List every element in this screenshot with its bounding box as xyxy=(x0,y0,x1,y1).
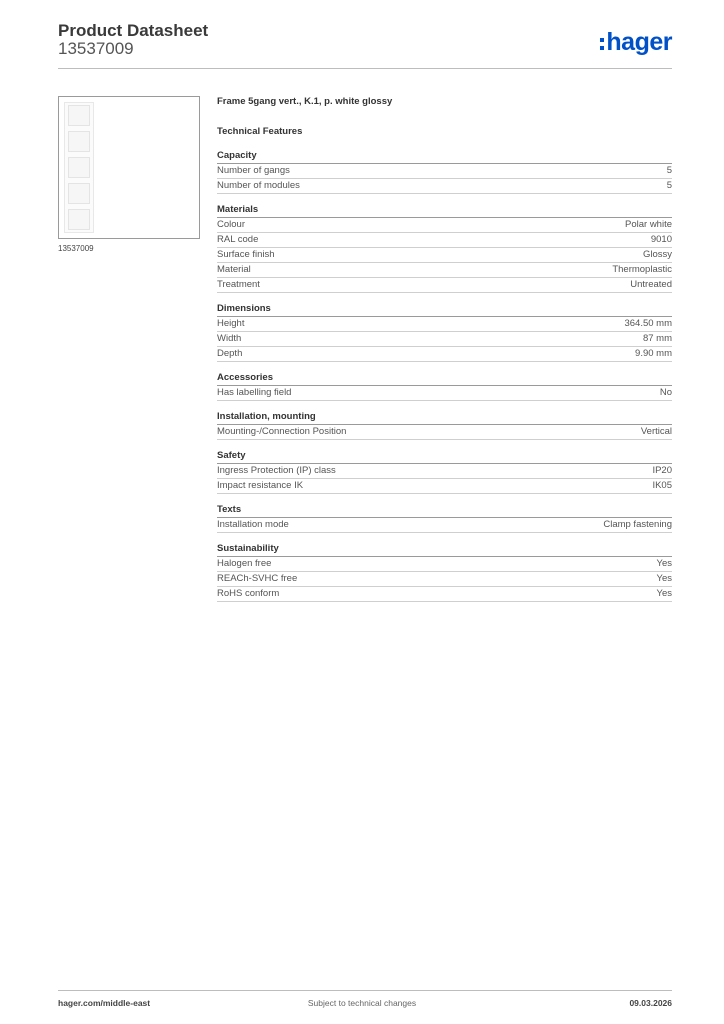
hager-logo xyxy=(600,27,672,57)
spec-label: Number of modules xyxy=(217,180,300,191)
image-caption: 13537009 xyxy=(58,244,94,253)
frame-cell xyxy=(68,157,90,178)
spec-row xyxy=(217,179,672,194)
spec-label: Impact resistance IK xyxy=(217,480,304,491)
spec-row xyxy=(217,386,672,401)
spec-label: Has labelling field xyxy=(217,387,292,398)
frame-illustration xyxy=(64,102,94,233)
spec-label: Number of gangs xyxy=(217,165,290,176)
spec-value: Thermoplastic xyxy=(612,264,672,275)
spec-section xyxy=(217,450,672,494)
spec-section xyxy=(217,303,672,362)
spec-label: Halogen free xyxy=(217,558,272,569)
spec-label: Material xyxy=(217,264,251,275)
spec-value: Polar white xyxy=(625,219,672,230)
header-divider xyxy=(58,68,672,69)
section-title: Dimensions xyxy=(217,303,672,317)
spec-value: Yes xyxy=(656,558,672,569)
spec-row xyxy=(217,425,672,440)
spec-section xyxy=(217,372,672,401)
spec-label: REACh-SVHC free xyxy=(217,573,298,584)
spec-label: Surface finish xyxy=(217,249,275,260)
spec-row xyxy=(217,263,672,278)
product-name: Frame 5gang vert., K.1, p. white glossy xyxy=(217,96,393,107)
spec-value: 5 xyxy=(666,165,672,176)
spec-value: 5 xyxy=(666,180,672,191)
spec-value: IK05 xyxy=(652,480,672,491)
spec-row xyxy=(217,479,672,494)
spec-value: Clamp fastening xyxy=(603,519,672,530)
spec-label: Colour xyxy=(217,219,245,230)
frame-cell xyxy=(68,209,90,230)
technical-features-heading: Technical Features xyxy=(217,126,303,137)
frame-cell xyxy=(68,131,90,152)
spec-row xyxy=(217,572,672,587)
footer-date: 09.03.2026 xyxy=(629,998,672,1008)
spec-value: Yes xyxy=(656,573,672,584)
spec-value: Yes xyxy=(656,588,672,599)
footer-website: hager.com/middle-east xyxy=(58,998,151,1008)
logo-dots-icon xyxy=(600,38,604,50)
spec-row xyxy=(217,317,672,332)
spec-label: Depth xyxy=(217,348,243,359)
spec-label: RoHS conform xyxy=(217,588,280,599)
section-title: Installation, mounting xyxy=(217,411,672,425)
footer-notice: Subject to technical changes xyxy=(307,998,417,1008)
spec-value: Vertical xyxy=(640,426,672,437)
spec-label: Height xyxy=(217,318,245,329)
spec-section xyxy=(217,204,672,293)
spec-label: RAL code xyxy=(217,234,259,245)
spec-section xyxy=(217,150,672,194)
footer-divider xyxy=(58,990,672,991)
spec-row xyxy=(217,332,672,347)
spec-row xyxy=(217,164,672,179)
spec-row xyxy=(217,347,672,362)
spec-row xyxy=(217,218,672,233)
spec-value: Untreated xyxy=(630,279,672,290)
frame-cell xyxy=(68,105,90,126)
spec-row xyxy=(217,557,672,572)
spec-label: Installation mode xyxy=(217,519,289,530)
page-title: Product Datasheet xyxy=(58,21,209,40)
spec-row xyxy=(217,278,672,293)
spec-value: 87 mm xyxy=(642,333,672,344)
spec-label: Treatment xyxy=(217,279,260,290)
spec-value: IP20 xyxy=(652,465,672,476)
product-image xyxy=(58,96,200,239)
spec-value: 9010 xyxy=(650,234,672,245)
section-title: Capacity xyxy=(217,150,672,164)
spec-label: Mounting-/Connection Position xyxy=(217,426,347,437)
spec-value: Glossy xyxy=(642,249,672,260)
section-title: Accessories xyxy=(217,372,672,386)
section-title: Texts xyxy=(217,504,672,518)
spec-row xyxy=(217,248,672,263)
spec-value: 9.90 mm xyxy=(635,348,672,359)
logo-text: hager xyxy=(606,28,672,56)
section-title: Sustainability xyxy=(217,543,672,557)
spec-row xyxy=(217,518,672,533)
spec-label: Ingress Protection (IP) class xyxy=(217,465,336,476)
spec-sections xyxy=(217,150,672,602)
spec-section xyxy=(217,543,672,602)
spec-row xyxy=(217,587,672,602)
spec-section xyxy=(217,504,672,533)
specification-area xyxy=(217,92,672,612)
product-number: 13537009 xyxy=(58,39,134,58)
spec-section xyxy=(217,411,672,440)
spec-value: 364.50 mm xyxy=(624,318,672,329)
spec-label: Width xyxy=(217,333,242,344)
spec-row xyxy=(217,233,672,248)
section-title: Materials xyxy=(217,204,672,218)
spec-row xyxy=(217,464,672,479)
frame-cell xyxy=(68,183,90,204)
section-title: Safety xyxy=(217,450,672,464)
spec-value: No xyxy=(659,387,672,398)
